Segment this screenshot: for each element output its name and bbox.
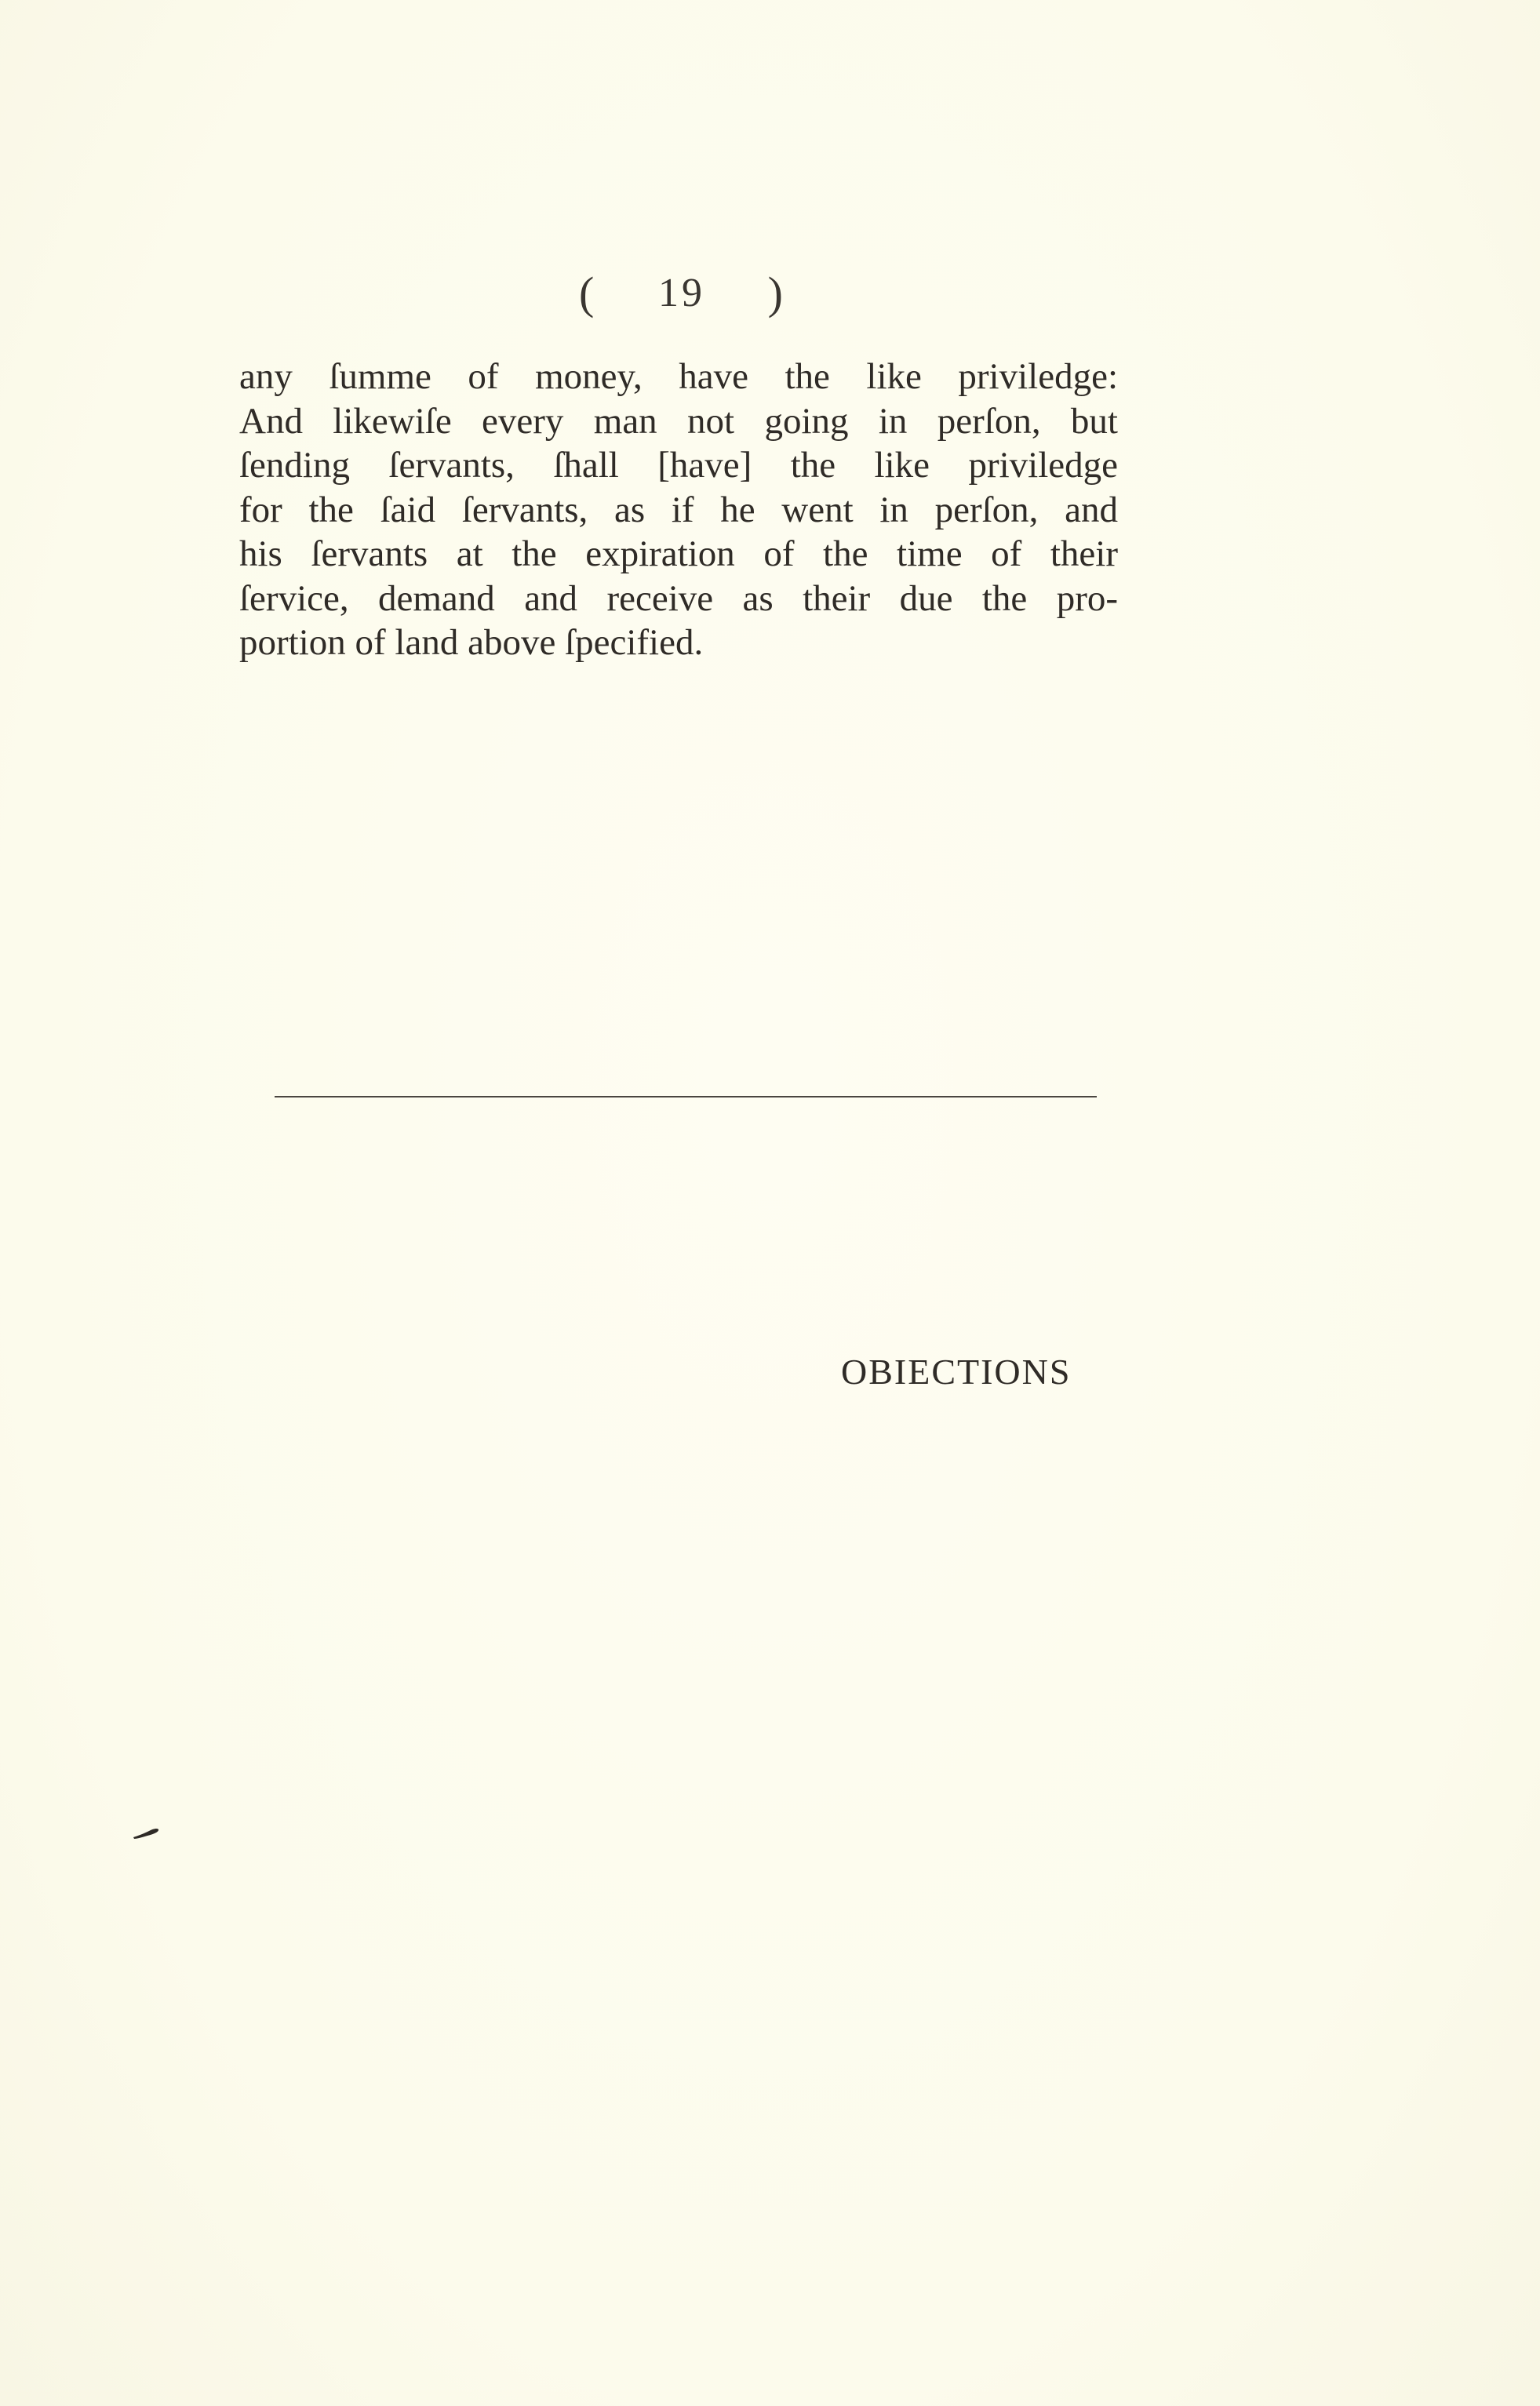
body-line: his ſervants at the expiration of the time of their (239, 533, 1118, 574)
body-line: And likewiſe every man not going in perſon, but (239, 400, 1118, 442)
page-number-value: 19 (658, 271, 705, 315)
section-divider-rule (275, 1096, 1097, 1097)
page-number (579, 267, 785, 319)
page-number-close-paren: ) (767, 268, 785, 318)
body-line: ſervice, demand and receive as their due the pro- (239, 577, 1118, 619)
body-line: for the ſaid ſervants, as if he went in perſon, and (239, 489, 1118, 530)
body-paragraph (239, 355, 1118, 665)
catchword: OBIECTIONS (841, 1352, 1072, 1392)
page-number-open-paren: ( (579, 268, 596, 318)
body-line: portion of land above ſpecified. (239, 622, 704, 663)
body-line: ſending ſervants, ſhall [have] the like priviledge (239, 445, 1118, 486)
ink-blot-mark (132, 1827, 160, 1840)
body-line: any ſumme of money, have the like priviledge: (239, 356, 1118, 397)
